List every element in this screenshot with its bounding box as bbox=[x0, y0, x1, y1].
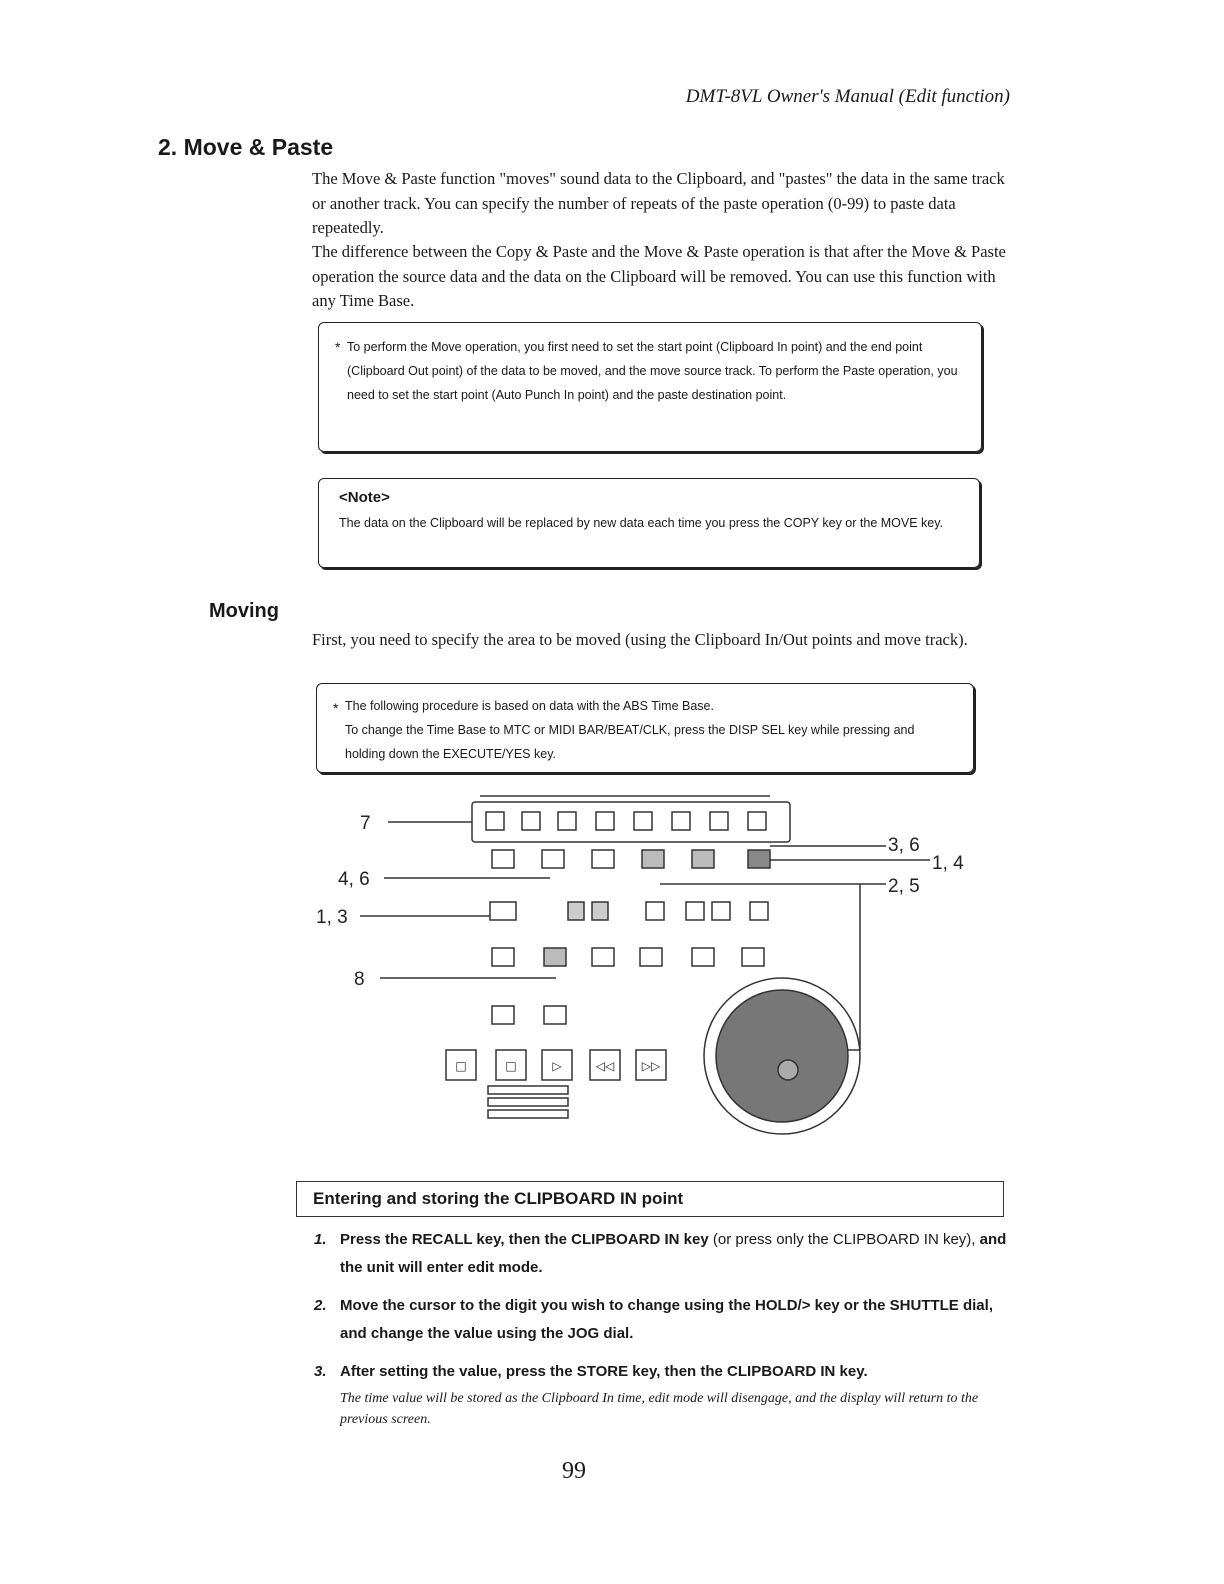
jog-dial-knob bbox=[778, 1060, 798, 1080]
play-symbol: ▷ bbox=[552, 1059, 562, 1073]
auto-play-key bbox=[490, 902, 516, 920]
note-text: The data on the Clipboard will be replaced by new data each time you press the COPY key or the MOVE key. bbox=[339, 516, 944, 530]
clipboard-in-key bbox=[686, 902, 704, 920]
note-box bbox=[318, 478, 980, 568]
exit-no-key bbox=[592, 850, 614, 868]
callout-7: 7 bbox=[360, 813, 371, 834]
tip-text: To perform the Move operation, you first need to set the start point (Clipboard In point) and the end point (Clipboard Out point) of the data to be moved, and the move source track. To perform the Paste operation, you need to set the start point (Auto Punch In point) and the paste destination point. bbox=[347, 340, 958, 402]
fast-forward-symbol: ▷▷ bbox=[641, 1059, 661, 1073]
running-header: DMT-8VL Owner's Manual (Edit function) bbox=[685, 86, 1010, 107]
intro-paragraph-2: The difference between the Copy & Paste and the Move & Paste operation is that after the Move & Paste operation the source data and the data on the Clipboard will be removed. You can use this function with any Time Base. bbox=[312, 242, 1006, 310]
moving-heading: Moving bbox=[209, 600, 279, 622]
callout-8: 8 bbox=[354, 969, 365, 990]
end-key bbox=[750, 902, 768, 920]
track-button bbox=[710, 812, 728, 830]
rewind-symbol: ◁◁ bbox=[595, 1059, 615, 1073]
callout-2-5: 2, 5 bbox=[888, 876, 920, 897]
step-1-plain: (or press only the CLIPBOARD IN key), bbox=[708, 1231, 980, 1248]
disp-sel-key bbox=[492, 850, 514, 868]
auto-punch-key bbox=[492, 1006, 514, 1024]
tip-bullet: * bbox=[335, 339, 341, 355]
tip-box-move-operation bbox=[318, 322, 982, 452]
hold-key bbox=[642, 850, 664, 868]
callout-3-6: 3, 6 bbox=[888, 835, 920, 856]
redo-key bbox=[742, 948, 764, 966]
move-key bbox=[544, 948, 566, 966]
undo-key bbox=[692, 948, 714, 966]
track-button bbox=[748, 812, 766, 830]
clipboard-out-key bbox=[712, 902, 730, 920]
page-number: 99 bbox=[562, 1458, 586, 1484]
repeat-key bbox=[568, 902, 584, 920]
step-1-number: 1. bbox=[314, 1231, 327, 1248]
recall-key bbox=[748, 850, 770, 868]
step-1-bold: Press the RECALL key, then the CLIPBOARD IN key bbox=[340, 1231, 709, 1248]
start-key bbox=[646, 902, 664, 920]
callout-1-4: 1, 4 bbox=[932, 853, 964, 874]
step-3 bbox=[312, 1358, 1012, 1386]
erase-key bbox=[640, 948, 662, 966]
step-3-note: The time value will be stored as the Clipboard In time, edit mode will disengage, and the display will return to the previous screen. bbox=[340, 1391, 979, 1427]
callout-4-6: 4, 6 bbox=[338, 869, 370, 890]
execute-yes-key bbox=[542, 850, 564, 868]
tip-bullet: * bbox=[333, 700, 339, 716]
track-button bbox=[486, 812, 504, 830]
control-panel-diagram bbox=[300, 780, 980, 1170]
step-2-number: 2. bbox=[314, 1297, 327, 1314]
step-3-text: After setting the value, press the STORE key, then the CLIPBOARD IN key. bbox=[340, 1363, 868, 1380]
track-button bbox=[522, 812, 540, 830]
step-2 bbox=[312, 1292, 1012, 1348]
tip-box-time-base bbox=[316, 683, 974, 773]
copy-key bbox=[492, 948, 514, 966]
jog-dial bbox=[716, 990, 848, 1122]
record-symbol: □ bbox=[455, 1059, 467, 1073]
locate-key bbox=[544, 1006, 566, 1024]
track-button bbox=[672, 812, 690, 830]
transport-label-bar bbox=[488, 1086, 568, 1094]
track-button bbox=[596, 812, 614, 830]
step-3-number: 3. bbox=[314, 1363, 327, 1380]
callout-1-3: 1, 3 bbox=[316, 907, 348, 928]
moving-paragraph: First, you need to specify the area to be moved (using the Clipboard In/Out points and move track). bbox=[312, 630, 968, 649]
transport-label-bar bbox=[488, 1098, 568, 1106]
step-1 bbox=[312, 1226, 1012, 1282]
stop-symbol: □ bbox=[505, 1059, 517, 1073]
procedure-banner: Entering and storing the CLIPBOARD IN point bbox=[296, 1181, 1004, 1217]
paste-key bbox=[592, 948, 614, 966]
note-title: <Note> bbox=[339, 489, 390, 506]
tip-line-2: To change the Time Base to MTC or MIDI BAR/BEAT/CLK, press the DISP SEL key while pressing and holding down the EXECUTE/YES key. bbox=[345, 723, 915, 761]
section-title: 2. Move & Paste bbox=[158, 134, 334, 160]
store-key bbox=[692, 850, 714, 868]
track-button bbox=[634, 812, 652, 830]
repeat-key-2 bbox=[592, 902, 608, 920]
track-button bbox=[558, 812, 576, 830]
track-buttons bbox=[486, 812, 766, 830]
transport-label-bar bbox=[488, 1110, 568, 1118]
step-2-text: Move the cursor to the digit you wish to change using the HOLD/> key or the SHUTTLE dial, and change the value using the JOG dial. bbox=[340, 1297, 993, 1342]
track-button-row-frame bbox=[472, 802, 790, 842]
tip-line-1: The following procedure is based on data with the ABS Time Base. bbox=[345, 699, 714, 713]
step-1-bold-2: and the unit will enter edit mode. bbox=[340, 1231, 1007, 1276]
intro-paragraph-1: The Move & Paste function "moves" sound data to the Clipboard, and "pastes" the data in the same track or another track. You can specify the number of repeats of the paste operation (0-99) to paste data repeatedly. bbox=[312, 169, 1005, 237]
